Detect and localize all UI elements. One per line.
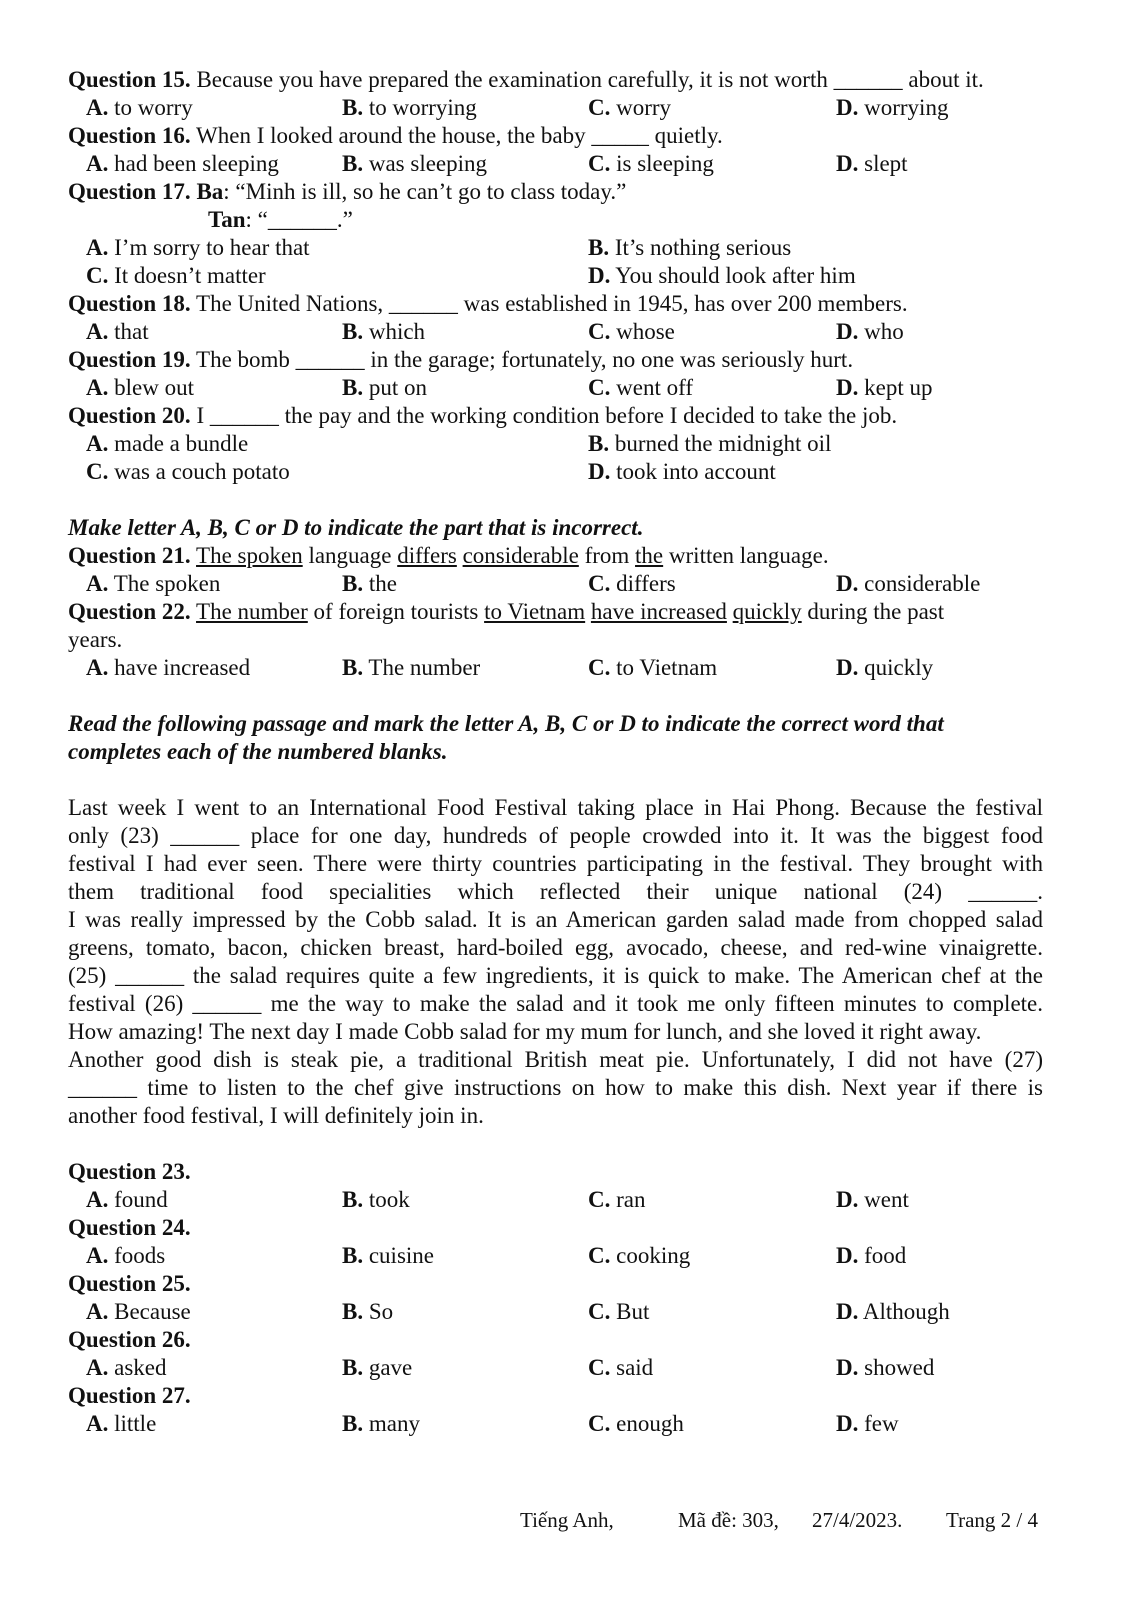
option-c xyxy=(588,1242,690,1270)
section-instruction-passage-line2: completes each of the numbered blanks. xyxy=(68,739,448,764)
option-letter: B. xyxy=(342,95,364,120)
option-text: It doesn’t matter xyxy=(108,263,266,288)
option-text: found xyxy=(108,1187,168,1212)
question-label: Question 16. xyxy=(68,123,191,148)
option-text: worrying xyxy=(858,95,949,120)
underlined-part-c: differs xyxy=(397,543,457,568)
options-q17-row1 xyxy=(68,234,1043,262)
question-label: Question 27. xyxy=(68,1383,191,1408)
footer-exam-code: Mã đề: 303, xyxy=(678,1508,779,1532)
option-letter: B. xyxy=(342,1355,364,1380)
question-label: Question 22. xyxy=(68,599,191,624)
option-b xyxy=(342,1242,434,1270)
passage-line: (25) ______ the salad requires quite a few ingredients, it is quick to make. The American chef at the xyxy=(68,963,1043,988)
option-letter: B. xyxy=(342,1299,364,1324)
passage-line: another food festival, I will definitely join in. xyxy=(68,1103,484,1128)
passage-line: Last week I went to an International Food Festival taking place in Hai Phong. Because the festival xyxy=(68,795,1043,820)
option-text: had been sleeping xyxy=(108,151,279,176)
option-letter: C. xyxy=(588,1299,611,1324)
question-19 xyxy=(68,346,1043,374)
option-letter: A. xyxy=(86,1243,109,1268)
option-letter: D. xyxy=(836,95,859,120)
option-c xyxy=(588,94,671,122)
option-letter: A. xyxy=(86,1299,109,1324)
option-a xyxy=(86,654,250,682)
question-label: Question 18. xyxy=(68,291,191,316)
option-d xyxy=(836,1186,909,1214)
option-a xyxy=(86,1354,167,1382)
option-letter: D. xyxy=(836,571,859,596)
option-b xyxy=(342,150,487,178)
underlined-part-a: have increased xyxy=(590,599,727,624)
underlined-part-d: considerable xyxy=(462,543,579,568)
question-23 xyxy=(68,1158,1043,1186)
passage-line: I was really impressed by the Cobb salad. It is an American garden salad made from chopped salad xyxy=(68,907,1043,932)
option-d xyxy=(836,1298,950,1326)
option-d xyxy=(588,458,776,486)
option-text: said xyxy=(610,1355,654,1380)
option-a xyxy=(86,1242,165,1270)
option-letter: A. xyxy=(86,571,109,596)
passage-line: them traditional food specialities which reflected their unique national (24) ______. xyxy=(68,879,1043,904)
question-text: The United Nations, ______ was established in 1945, has over 200 members. xyxy=(190,291,908,316)
option-c xyxy=(588,150,714,178)
option-d xyxy=(836,318,904,346)
question-label: Question 25. xyxy=(68,1271,191,1296)
option-a xyxy=(86,570,220,598)
exam-page xyxy=(68,66,1043,1438)
option-text: I’m sorry to hear that xyxy=(108,235,310,260)
option-letter: A. xyxy=(86,375,109,400)
underlined-part-a: The spoken xyxy=(196,543,303,568)
option-letter: D. xyxy=(836,1187,859,1212)
option-b xyxy=(588,430,831,458)
option-text: cuisine xyxy=(363,1243,434,1268)
option-text: Although xyxy=(858,1299,950,1324)
option-text: considerable xyxy=(858,571,981,596)
option-text: was a couch potato xyxy=(108,459,290,484)
reading-passage xyxy=(68,794,1043,1130)
question-label: Question 26. xyxy=(68,1327,191,1352)
option-text: The number xyxy=(363,655,481,680)
option-text: to worry xyxy=(108,95,193,120)
option-letter: C. xyxy=(588,1243,611,1268)
option-text: You should look after him xyxy=(610,263,856,288)
option-a xyxy=(86,374,194,402)
option-c xyxy=(588,1298,649,1326)
option-text: blew out xyxy=(108,375,194,400)
option-b xyxy=(588,234,791,262)
option-letter: C. xyxy=(588,375,611,400)
footer-date: 27/4/2023. xyxy=(812,1508,903,1532)
option-c xyxy=(588,1410,684,1438)
option-letter: B. xyxy=(342,319,364,344)
question-text: : “Minh is ill, so he can’t go to class today.” xyxy=(223,179,627,204)
option-text: went xyxy=(858,1187,909,1212)
option-b xyxy=(342,1298,393,1326)
option-text: worry xyxy=(610,95,672,120)
option-text: burned the midnight oil xyxy=(609,431,832,456)
option-letter: C. xyxy=(588,319,611,344)
options-q25 xyxy=(68,1298,1043,1326)
passage-line: greens, tomato, bacon, chicken breast, hard-boiled egg, avocado, cheese, and red-wine vinaigrette. xyxy=(68,935,1043,960)
passage-line: festival I had ever seen. There were thirty countries participating in the festival. They brought with xyxy=(68,851,1043,876)
option-b xyxy=(342,1186,410,1214)
question-label: Question 23. xyxy=(68,1159,191,1184)
option-d xyxy=(836,1410,899,1438)
option-letter: B. xyxy=(342,1187,364,1212)
option-letter: A. xyxy=(86,235,109,260)
options-q20-row1 xyxy=(68,430,1043,458)
question-label: Question 24. xyxy=(68,1215,191,1240)
option-c xyxy=(588,570,676,598)
question-26 xyxy=(68,1326,1043,1354)
option-letter: B. xyxy=(342,571,364,596)
speaker-ba: Ba xyxy=(190,179,224,204)
question-label: Question 19. xyxy=(68,347,191,372)
option-d xyxy=(836,654,933,682)
option-text: to worrying xyxy=(363,95,477,120)
option-letter: C. xyxy=(588,95,611,120)
option-text: So xyxy=(363,1299,394,1324)
options-q19 xyxy=(68,374,1043,402)
option-b xyxy=(342,374,427,402)
option-letter: D. xyxy=(836,1299,859,1324)
options-q18 xyxy=(68,318,1043,346)
option-text: slept xyxy=(858,151,908,176)
question-text: When I looked around the house, the baby _____ quietly. xyxy=(190,123,723,148)
option-c xyxy=(588,1186,646,1214)
option-text: that xyxy=(108,319,149,344)
option-text: to Vietnam xyxy=(610,655,718,680)
question-text: I ______ the pay and the working condition before I decided to take the job. xyxy=(190,403,898,428)
options-q23 xyxy=(68,1186,1043,1214)
option-letter: D. xyxy=(836,319,859,344)
question-20 xyxy=(68,402,1043,430)
passage-line: only (23) ______ place for one day, hundreds of people crowded into it. It was the biggest food xyxy=(68,823,1043,848)
option-letter: D. xyxy=(836,1355,859,1380)
options-q20-row2 xyxy=(68,458,1043,486)
options-q22 xyxy=(68,654,1043,682)
option-a xyxy=(86,234,310,262)
text: from xyxy=(578,543,636,568)
option-letter: B. xyxy=(342,1243,364,1268)
section-instruction-passage-line1: Read the following passage and mark the letter A, B, C or D to indicate the correct word that xyxy=(68,711,944,736)
option-letter: B. xyxy=(588,431,610,456)
option-letter: C. xyxy=(588,655,611,680)
option-text: Because xyxy=(108,1299,191,1324)
option-text: took into account xyxy=(610,459,776,484)
passage-line: How amazing! The next day I made Cobb salad for my mum for lunch, and she loved it right away. xyxy=(68,1019,982,1044)
speaker-tan: Tan xyxy=(208,207,246,232)
option-c xyxy=(588,654,717,682)
options-q26 xyxy=(68,1354,1043,1382)
option-text: is sleeping xyxy=(610,151,714,176)
option-b xyxy=(342,654,480,682)
option-letter: D. xyxy=(836,151,859,176)
option-text: food xyxy=(858,1243,907,1268)
option-text: have increased xyxy=(108,655,251,680)
option-d xyxy=(836,1354,934,1382)
option-b xyxy=(342,318,425,346)
option-text: made a bundle xyxy=(108,431,249,456)
option-a xyxy=(86,430,248,458)
option-letter: C. xyxy=(588,1411,611,1436)
option-text: the xyxy=(363,571,397,596)
option-letter: A. xyxy=(86,151,109,176)
option-letter: B. xyxy=(342,375,364,400)
text: language xyxy=(302,543,398,568)
text: written language. xyxy=(663,543,829,568)
text: of foreign tourists xyxy=(307,599,485,624)
spacer xyxy=(68,766,1043,794)
option-b xyxy=(342,570,397,598)
question-label: Question 17. xyxy=(68,179,191,204)
option-text: differs xyxy=(610,571,676,596)
question-17 xyxy=(68,178,1043,206)
options-q27 xyxy=(68,1410,1043,1438)
option-b xyxy=(342,1410,420,1438)
option-text: showed xyxy=(858,1355,935,1380)
option-d xyxy=(588,262,856,290)
option-text: which xyxy=(363,319,426,344)
question-24 xyxy=(68,1214,1043,1242)
question-16 xyxy=(68,122,1043,150)
option-text: went off xyxy=(610,375,693,400)
options-q24 xyxy=(68,1242,1043,1270)
options-q16 xyxy=(68,150,1043,178)
option-text: cooking xyxy=(610,1243,691,1268)
option-text: gave xyxy=(363,1355,413,1380)
option-letter: B. xyxy=(588,235,610,260)
question-25 xyxy=(68,1270,1043,1298)
option-c xyxy=(588,1354,653,1382)
option-letter: B. xyxy=(342,1411,364,1436)
option-letter: A. xyxy=(86,1411,109,1436)
option-text: But xyxy=(610,1299,650,1324)
option-letter: B. xyxy=(342,151,364,176)
question-18 xyxy=(68,290,1043,318)
option-b xyxy=(342,1354,412,1382)
option-text: little xyxy=(108,1411,157,1436)
underlined-part-d: quickly xyxy=(732,599,802,624)
option-text: quickly xyxy=(858,655,934,680)
question-17-response xyxy=(68,206,1043,234)
footer-subject: Tiếng Anh, xyxy=(520,1508,614,1532)
option-letter: A. xyxy=(86,319,109,344)
option-c xyxy=(588,374,693,402)
option-c xyxy=(588,318,675,346)
option-d xyxy=(836,570,980,598)
option-letter: A. xyxy=(86,655,109,680)
option-d xyxy=(836,94,948,122)
option-letter: D. xyxy=(836,375,859,400)
option-a xyxy=(86,1186,168,1214)
option-letter: C. xyxy=(86,263,109,288)
question-text: The bomb ______ in the garage; fortunately, no one was seriously hurt. xyxy=(190,347,854,372)
option-letter: D. xyxy=(588,459,611,484)
option-b xyxy=(342,94,477,122)
option-letter: A. xyxy=(86,1355,109,1380)
option-letter: D. xyxy=(836,1243,859,1268)
option-text: few xyxy=(858,1411,899,1436)
question-label: Question 21. xyxy=(68,543,191,568)
footer-page-number: Trang 2 / 4 xyxy=(946,1508,1038,1532)
option-text: took xyxy=(363,1187,410,1212)
spacer xyxy=(68,682,1043,710)
option-letter: D. xyxy=(836,655,859,680)
option-text: ran xyxy=(610,1187,646,1212)
option-text: The spoken xyxy=(108,571,221,596)
question-22 xyxy=(68,598,1043,626)
option-c xyxy=(86,458,290,486)
option-c xyxy=(86,262,266,290)
option-letter: C. xyxy=(588,1355,611,1380)
option-text: many xyxy=(363,1411,420,1436)
option-letter: C. xyxy=(588,151,611,176)
text: during the past xyxy=(801,599,945,624)
option-text: put on xyxy=(363,375,427,400)
option-letter: D. xyxy=(836,1411,859,1436)
question-22-continuation: years. xyxy=(68,627,123,652)
passage-line: festival (26) ______ me the way to make the salad and it took me only fifteen minutes to complete. xyxy=(68,991,1043,1016)
option-letter: C. xyxy=(86,459,109,484)
option-text: asked xyxy=(108,1355,167,1380)
option-text: kept up xyxy=(858,375,933,400)
option-text: It’s nothing serious xyxy=(609,235,792,260)
options-q17-row2 xyxy=(68,262,1043,290)
option-letter: A. xyxy=(86,95,109,120)
question-27 xyxy=(68,1382,1043,1410)
option-letter: A. xyxy=(86,1187,109,1212)
option-letter: B. xyxy=(342,655,364,680)
option-d xyxy=(836,374,932,402)
option-text: enough xyxy=(610,1411,684,1436)
option-text: foods xyxy=(108,1243,166,1268)
option-a xyxy=(86,94,193,122)
option-d xyxy=(836,150,908,178)
response-blank: : “______.” xyxy=(245,207,353,232)
question-21 xyxy=(68,542,1043,570)
question-label: Question 15. xyxy=(68,67,191,92)
option-letter: A. xyxy=(86,431,109,456)
question-15 xyxy=(68,66,1043,94)
option-letter: C. xyxy=(588,1187,611,1212)
option-text: who xyxy=(858,319,904,344)
option-d xyxy=(836,1242,906,1270)
options-q21 xyxy=(68,570,1043,598)
option-text: whose xyxy=(610,319,675,344)
option-a xyxy=(86,1410,156,1438)
option-text: was sleeping xyxy=(363,151,488,176)
option-letter: D. xyxy=(588,263,611,288)
passage-line: ______ time to listen to the chef give instructions on how to make this dish. Next year if there is xyxy=(68,1075,1043,1100)
spacer xyxy=(68,486,1043,514)
underlined-part-b: the xyxy=(635,543,664,568)
passage-line: Another good dish is steak pie, a traditional British meat pie. Unfortunately, I did not have (27) xyxy=(68,1047,1043,1072)
underlined-part-b: The number xyxy=(196,599,308,624)
question-text: Because you have prepared the examination carefully, it is not worth ______ about it. xyxy=(190,67,984,92)
underlined-part-c: to Vietnam xyxy=(484,599,586,624)
spacer xyxy=(68,1130,1043,1158)
section-instruction-incorrect: Make letter A, B, C or D to indicate the part that is incorrect. xyxy=(68,515,644,540)
option-a xyxy=(86,1298,191,1326)
option-a xyxy=(86,150,279,178)
options-q15 xyxy=(68,94,1043,122)
option-a xyxy=(86,318,149,346)
question-label: Question 20. xyxy=(68,403,191,428)
option-letter: C. xyxy=(588,571,611,596)
